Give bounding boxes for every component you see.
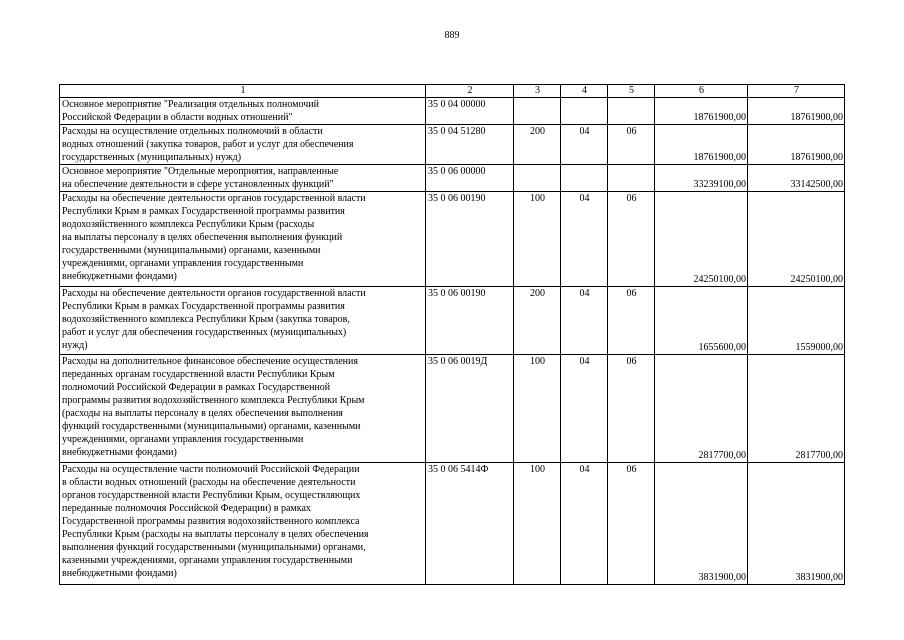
target-article-code: 35 0 06 00190 [426, 192, 514, 287]
amount-col6: 33239100,00 [655, 165, 748, 192]
expense-name: Расходы на осуществление части полномочий Российской Федерации в области водных отношений (расходы на обеспечение деятельности органов государственной власти Республики Крым, осуществляющих переданные полномочия Российской Федерации) в рамках Государственной программы развития водохозяйственного комплекса Республики Крым (расходы на выплаты персоналу в целях обеспечения выполнения функций государственными (муниципальными) органами, казенными учреждениями, органами управления государственными внебюджетными фондами) [60, 463, 426, 585]
target-article-code: 35 0 06 00000 [426, 165, 514, 192]
subsection-code: 06 [608, 355, 655, 463]
page-number: 889 [444, 30, 460, 41]
table-row [60, 463, 845, 585]
table-row [60, 165, 845, 192]
section-code: 04 [561, 125, 608, 165]
amount-col7: 18761900,00 [748, 125, 845, 165]
column-header: 2 [426, 85, 514, 98]
expense-type-code: 100 [514, 463, 561, 585]
amount-col6: 18761900,00 [655, 98, 748, 125]
amount-col7: 1559000,00 [748, 287, 845, 355]
expense-name: Расходы на осуществление отдельных полномочий в области водных отношений (закупка товаров, работ и услуг для обеспечения государственных (муниципальных) нужд) [60, 125, 426, 165]
table-row [60, 355, 845, 463]
target-article-code: 35 0 06 5414Ф [426, 463, 514, 585]
expense-name: Расходы на дополнительное финансовое обеспечение осуществления переданных органам государственной власти Республики Крым полномочий Российской Федерации в рамках Государственной программы развития водохозяйственного комплекса Республики Крым (расходы на выплаты персоналу в целях обеспечения выполнения функций государственными (муниципальными) органами, казенными учреждениями, органами управления государственными внебюджетными фондами) [60, 355, 426, 463]
amount-col6: 24250100,00 [655, 192, 748, 287]
expense-type-code [514, 165, 561, 192]
section-code: 04 [561, 463, 608, 585]
target-article-code: 35 0 06 00190 [426, 287, 514, 355]
amount-col6: 1655600,00 [655, 287, 748, 355]
amount-col6: 18761900,00 [655, 125, 748, 165]
table-row [60, 192, 845, 287]
subsection-code [608, 165, 655, 192]
table-row [60, 125, 845, 165]
subsection-code: 06 [608, 463, 655, 585]
column-header: 7 [748, 85, 845, 98]
subsection-code: 06 [608, 287, 655, 355]
section-code [561, 165, 608, 192]
column-header: 6 [655, 85, 748, 98]
section-code: 04 [561, 355, 608, 463]
target-article-code: 35 0 04 51280 [426, 125, 514, 165]
subsection-code: 06 [608, 125, 655, 165]
column-header: 3 [514, 85, 561, 98]
expense-type-code: 100 [514, 192, 561, 287]
expense-name: Расходы на обеспечение деятельности органов государственной власти Республики Крым в рамках Государственной программы развития водохозяйственного комплекса Республики Крым (закупка товаров, работ и услуг для обеспечения государственных (муниципальных) нужд) [60, 287, 426, 355]
expense-name: Основное мероприятие "Отдельные мероприятия, направленные на обеспечение деятельности в сфере установленных функций" [60, 165, 426, 192]
budget-table [59, 84, 845, 585]
column-header: 4 [561, 85, 608, 98]
target-article-code: 35 0 04 00000 [426, 98, 514, 125]
amount-col7: 33142500,00 [748, 165, 845, 192]
amount-col7: 3831900,00 [748, 463, 845, 585]
expense-type-code: 100 [514, 355, 561, 463]
subsection-code [608, 98, 655, 125]
amount-col6: 2817700,00 [655, 355, 748, 463]
column-header: 5 [608, 85, 655, 98]
subsection-code: 06 [608, 192, 655, 287]
amount-col6: 3831900,00 [655, 463, 748, 585]
expense-type-code: 200 [514, 287, 561, 355]
target-article-code: 35 0 06 0019Д [426, 355, 514, 463]
expense-name: Основное мероприятие "Реализация отдельных полномочий Российской Федерации в области водных отношений" [60, 98, 426, 125]
expense-type-code: 200 [514, 125, 561, 165]
amount-col7: 18761900,00 [748, 98, 845, 125]
section-code [561, 98, 608, 125]
expense-name: Расходы на обеспечение деятельности органов государственной власти Республики Крым в рамках Государственной программы развития водохозяйственного комплекса Республики Крым (расходы на выплаты персоналу в целях обеспечения выполнения функций государственными (муниципальными) органами, казенными учреждениями, органами управления государственными внебюджетными фондами) [60, 192, 426, 287]
table-row [60, 287, 845, 355]
section-code: 04 [561, 287, 608, 355]
table-header-row [60, 85, 845, 98]
amount-col7: 2817700,00 [748, 355, 845, 463]
table-row [60, 98, 845, 125]
amount-col7: 24250100,00 [748, 192, 845, 287]
section-code: 04 [561, 192, 608, 287]
column-header: 1 [60, 85, 426, 98]
expense-type-code [514, 98, 561, 125]
